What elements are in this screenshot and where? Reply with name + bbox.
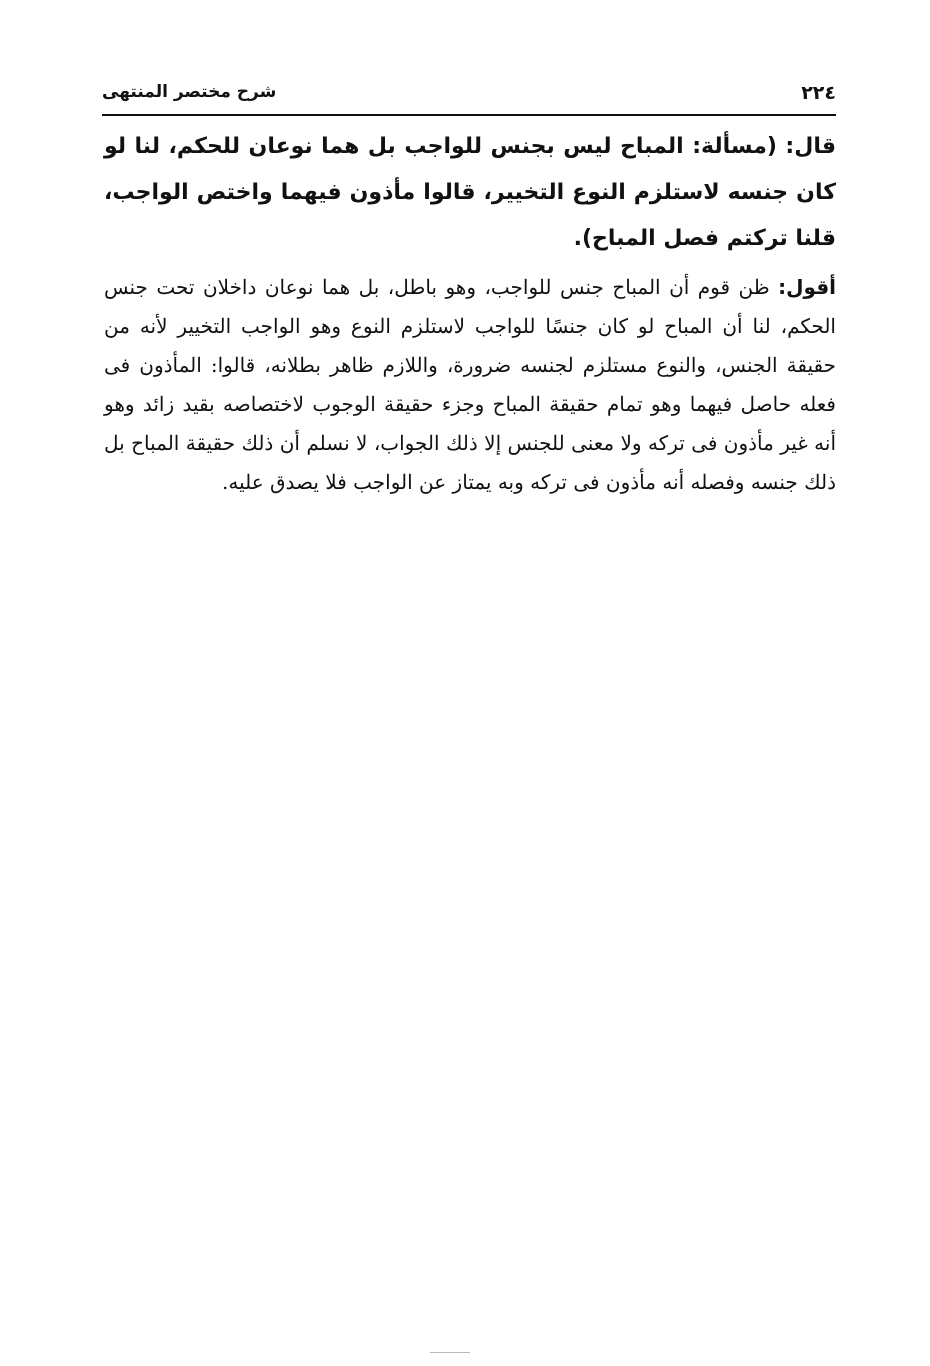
sharh-lead-word: أقول: (778, 275, 837, 299)
page-number: ٢٢٤ (801, 82, 836, 104)
matn-paragraph: قال: (مسألة: المباح ليس بجنس للواجب بل هما نوعان للحكم، لنا لو كان جنسه لاستلزم النوع التخيير، قالوا مأذون فيهما واختص الواجب، قلنا تركتم فصل المباح). (104, 134, 836, 251)
book-title: شرح مختصر المنتهى (102, 82, 277, 102)
sharh-text: ظن قوم أن المباح جنس للواجب، وهو باطل، بل هما نوعان داخلان تحت جنس الحكم، لنا أن المباح لو كان جنسًا للواجب لاستلزم النوع وهو الواجب التخيير لأنه من حقيقة الجنس، والنوع مستلزم لجنسه ضرورة، واللازم ظاهر بطلانه، قالوا: المأذون فى فعله حاصل فيهما وهو تمام حقيقة المباح وجزء حقيقة الوجوب لاختصاصه بقيد زائد وهو أنه غير مأذون فى تركه ولا معنى للجنس إلا ذلك الجواب، لا نسلم أن ذلك حقيقة المباح بل ذلك جنسه وفصله أنه مأذون فى تركه وبه يمتاز عن الواجب فلا يصدق عليه. (104, 275, 836, 494)
sharh-paragraph (104, 268, 836, 502)
running-header (102, 80, 836, 110)
bottom-scan-mark (430, 1352, 470, 1353)
body-text (104, 124, 836, 502)
header-rule (102, 114, 836, 116)
